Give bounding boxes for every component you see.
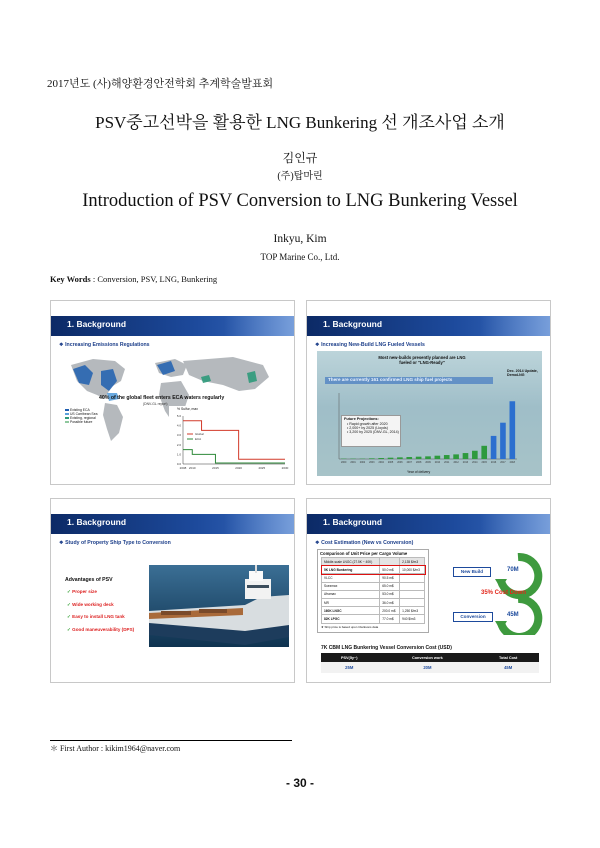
slide-emissions: [50, 300, 295, 485]
sulfur-chart-title: % Sulfur, max: [177, 407, 198, 411]
slide-header: [307, 316, 550, 336]
chart-headline: Most new-builds presently planned are LNG fueled or "LNG-Ready": [378, 355, 466, 365]
x-tick-label: 2013: [462, 461, 469, 464]
table-cell: 20M: [378, 662, 478, 673]
advantages-list: [67, 589, 147, 633]
table-cell: 90.5 m$: [380, 574, 400, 582]
map-legend: [65, 408, 105, 424]
projection-item: • 3,200 by 2025 (DNV-GL, 2014): [347, 430, 399, 434]
table-row: [322, 590, 425, 598]
y-tick-label: 0.0: [176, 462, 181, 466]
table-cell: 65.0 m$: [380, 582, 400, 590]
map-caption: 40% of the global fleet enters ECA waters regularly: [99, 395, 225, 401]
table-cell: [380, 558, 400, 566]
table-cell: 2,135 $/m3: [400, 558, 425, 566]
table-cell: Middle-scale LNGC (27.5K ~ 40K): [322, 558, 380, 566]
conversion-cost-title: 7K CBM LNG Bunkering Vessel Conversion Cost (USD): [321, 645, 452, 651]
table-cell: Aframax: [322, 590, 380, 598]
projection-item: • Rapid growth after 2020: [347, 422, 388, 426]
x-tick-label: 2014: [472, 461, 478, 464]
chart-xlabel: Year of delivery: [407, 470, 431, 474]
slide-header-text: 1. Background: [67, 319, 127, 329]
x-tick-label: 2004: [378, 461, 384, 464]
table-cell: 940 $/m3: [400, 615, 425, 623]
conversion-cost-table: [321, 653, 539, 673]
table-cell: [400, 590, 425, 598]
x-tick-label: 2017: [500, 461, 506, 464]
table-cell: Suezmax: [322, 582, 380, 590]
slide-subtitle: ❖ Increasing New-Build LNG Fueled Vessels: [315, 342, 425, 348]
korean-affiliation: (주)탑마린: [277, 171, 323, 182]
slide-header: [51, 514, 294, 534]
slide-ship-type: [50, 498, 295, 683]
table-header: Conversion work: [378, 653, 478, 662]
unit-price-table: [321, 557, 425, 624]
bar: [369, 458, 375, 459]
x-tick-label: 2012: [453, 461, 459, 464]
x-tick-label: 2015: [481, 461, 487, 464]
bar: [472, 451, 478, 459]
x-tick-label: 2020: [235, 466, 242, 470]
table-note: ★ Ship price is based upon Clarksons data: [321, 624, 379, 629]
x-tick-label: 2015: [212, 466, 219, 470]
cost-down-label: 35% Cost Down: [481, 590, 527, 596]
table-cell: 1,250 $/m3: [400, 607, 425, 615]
bar: [378, 458, 384, 459]
x-tick-label: 2010: [188, 466, 196, 470]
table-cell: 25M: [321, 662, 378, 673]
bar: [416, 457, 422, 459]
english-author: Inkyu, Kim: [273, 233, 327, 245]
y-tick-label: 3.0: [176, 433, 181, 438]
x-tick-label: 2008: [415, 461, 422, 464]
table-cell: [400, 598, 425, 606]
new-build-cost: 70M: [507, 567, 519, 573]
unit-price-panel: [317, 549, 429, 633]
bar: [435, 456, 441, 459]
korean-author: 김인규: [282, 151, 318, 165]
footnote: ＊ First Author : kikim1964@naver.com: [50, 744, 181, 753]
y-tick-label: 1.0: [176, 452, 181, 457]
x-tick-label: 2007: [406, 461, 412, 464]
table-cell: 10,000 $/m3: [400, 566, 425, 574]
slide-subtitle-text: Cost Estimation (New vs Conversion): [321, 540, 414, 546]
advantage-item: ✓ Easy to install LNG tank: [67, 614, 125, 619]
sulfur-chart-svg: [169, 406, 291, 476]
footnote-rule: [50, 740, 292, 741]
x-tick-label: 2009: [425, 461, 431, 464]
map-legend-item: Existing ECA: [65, 408, 105, 412]
table-row: [322, 558, 425, 566]
table-cell: 77.0 m$: [380, 615, 400, 623]
table-row: [321, 662, 539, 673]
slide-header-text: 1. Background: [323, 319, 383, 329]
sulfur-chart: [169, 406, 291, 476]
page-number: - 30 -: [285, 776, 314, 790]
table-cell: [400, 582, 425, 590]
x-tick-label: 2011: [444, 461, 450, 464]
slide-newbuild-lng: [306, 300, 551, 485]
table-row: [322, 574, 425, 582]
table-header: PSV(5y~): [321, 653, 378, 662]
x-tick-label: 2030: [281, 466, 289, 470]
unit-price-title: Comparison of Unit Price per Cargo Volume: [320, 551, 408, 556]
table-cell: 36.0 m$: [380, 598, 400, 606]
korean-title: PSV중고선박을 활용한 LNG Bunkering 선 개조사업 소개: [95, 113, 505, 132]
x-tick-label: 2005: [387, 461, 394, 464]
advantage-item: ✓ Wide working deck: [67, 601, 114, 607]
x-tick-label: 2016: [490, 461, 497, 464]
table-cell: VLCC: [322, 574, 380, 582]
projects-banner: There are currently 161 confirmed LNG ship fuel projects: [325, 377, 493, 384]
slide-cost-estimation: [306, 498, 551, 683]
advantage-item: ✓ Good maneuverability (DPS): [67, 626, 135, 632]
x-tick-label: 2002: [359, 461, 366, 464]
conversion-label: Conversion: [453, 612, 493, 622]
keywords-text: : Conversion, PSV, LNG, Bunkering: [92, 274, 218, 284]
bar: [425, 456, 431, 459]
x-tick-label: 2018: [509, 461, 515, 464]
bar: [481, 446, 487, 459]
series-line-eca: [183, 450, 285, 463]
keywords: [50, 274, 217, 284]
newbuild-bar-chart: [317, 351, 542, 476]
bar: [388, 458, 394, 459]
slide-header-text: 1. Background: [323, 517, 383, 527]
keywords-label: Key Words: [50, 274, 91, 284]
table-cell: 45M: [477, 662, 539, 673]
x-tick-label: 2008: [179, 466, 187, 470]
advantage-item: ✓ Proper size: [67, 589, 97, 594]
bar: [397, 457, 403, 459]
legend-label: ECA: [195, 437, 202, 441]
map-legend-item: Possible future: [65, 420, 105, 424]
advantages-title: Advantages of PSV: [65, 577, 113, 583]
table-cell: [400, 574, 425, 582]
chart-panel: [317, 351, 542, 476]
bar: [500, 423, 506, 459]
slide-header: [51, 316, 294, 336]
new-build-label: New Build: [453, 567, 491, 577]
table-cell: MR: [322, 598, 380, 606]
table-row: [321, 653, 539, 662]
table-row: [322, 607, 425, 615]
projections-title: Future Projections:: [344, 417, 379, 421]
map-caption-source: (DNV-GL report): [143, 402, 168, 406]
table-row: [322, 566, 425, 574]
map-legend-item: US Carribean Sea: [65, 412, 105, 416]
slide-subtitle-text: Increasing Emissions Regulations: [65, 342, 150, 348]
y-tick-label: 2.0: [176, 442, 181, 447]
bar: [406, 457, 412, 459]
psv-ship-photo: [149, 565, 289, 647]
x-tick-label: 2010: [434, 461, 441, 464]
map-legend-item: Existing, regional: [65, 416, 105, 420]
x-tick-label: 2003: [369, 461, 375, 464]
table-row: [322, 582, 425, 590]
x-tick-label: 2000: [341, 461, 347, 464]
slide-header: [307, 514, 550, 534]
projection-item: • 2,000+ by 2025 (Lloyds): [347, 426, 388, 430]
y-tick-label: 4.0: [176, 423, 181, 428]
bar: [453, 454, 459, 459]
table-cell: 5K LNG Bunkering: [322, 566, 380, 574]
x-tick-label: 2001: [350, 461, 356, 464]
bar: [491, 436, 497, 459]
bar: [510, 401, 516, 459]
update-note: Dec. 2014 Update, DemoLNG: [507, 369, 538, 377]
table-cell: 200.0 m$: [380, 607, 400, 615]
table-cell: 82K LPGC: [322, 615, 380, 623]
table-row: [322, 598, 425, 606]
table-cell: 50.0 m$: [380, 566, 400, 574]
slide-subtitle-text: Study of Property Ship Type to Conversion: [65, 540, 171, 546]
slide-subtitle: ❖ Study of Property Ship Type to Conversion: [59, 540, 171, 546]
y-tick-label: 5.0: [176, 414, 181, 418]
bar: [463, 453, 469, 459]
slide-header-text: 1. Background: [67, 517, 127, 527]
slide-subtitle-text: Increasing New-Build LNG Fueled Vessels: [321, 342, 425, 348]
table-row: [322, 615, 425, 623]
conference-header: 2017년도 (사)해양환경안전학회 추계학술발표회: [47, 78, 274, 90]
table-cell: 53.0 m$: [380, 590, 400, 598]
slide-subtitle: ❖ Cost Estimation (New vs Conversion): [315, 540, 414, 546]
bar: [444, 455, 450, 459]
x-tick-label: 2025: [258, 466, 266, 470]
english-affiliation: TOP Marine Co., Ltd.: [260, 252, 340, 262]
conversion-cost: 45M: [507, 612, 519, 618]
x-tick-label: 2006: [397, 461, 403, 464]
table-cell: 160K LNGC: [322, 607, 380, 615]
slide-subtitle: ❖ Increasing Emissions Regulations: [59, 342, 150, 348]
english-title: Introduction of PSV Conversion to LNG Bunkering Vessel: [82, 191, 518, 211]
legend-label: Global: [195, 432, 204, 436]
table-header: Total Cost: [477, 653, 539, 662]
